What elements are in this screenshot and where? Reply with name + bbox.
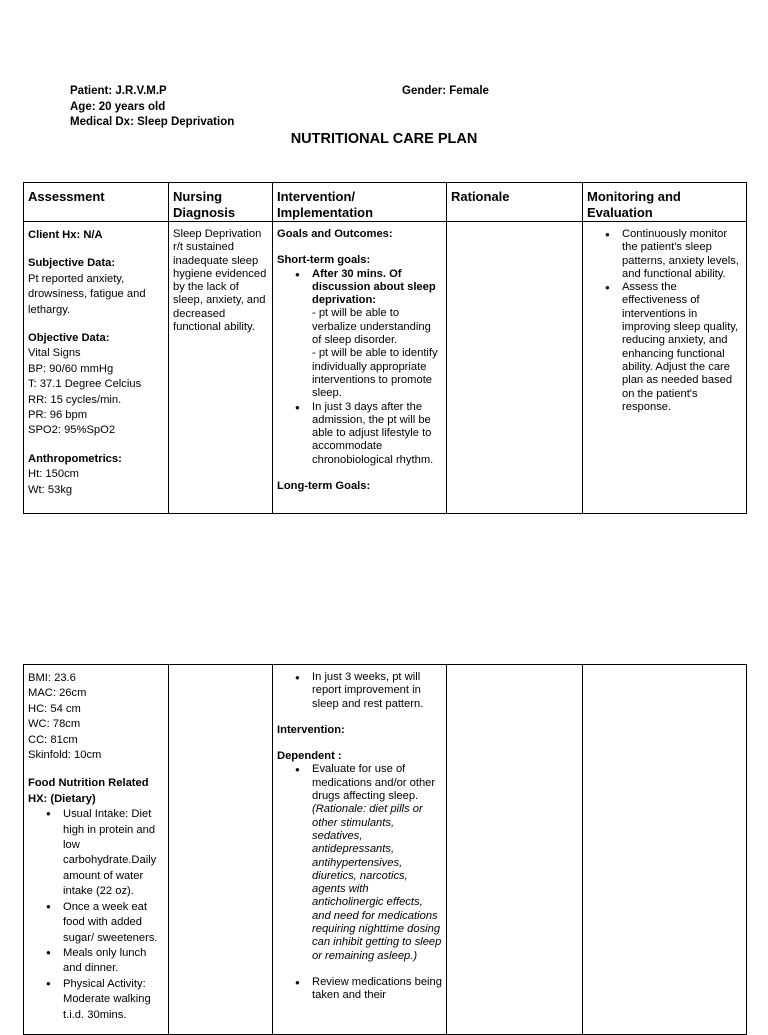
care-plan-table-continued [23,664,747,1035]
column-header-monitoring: Monitoring and Evaluation [583,183,747,222]
rationale-cell-continued [447,665,583,1035]
list-item: ● Continuously monitor the patient's sleep patterns, anxiety levels, and functional ability. [622,228,742,281]
wc-value: WC: 78cm [28,718,81,731]
cc-value: CC: 81cm [28,733,78,746]
list-item: ● Physical Activity: Moderate walking t.i.d. 30mins. [63,977,164,1023]
diagnosis-cell [169,222,273,514]
diagnosis-cell-continued [169,665,273,1035]
gender-label: Gender: Female [402,85,489,97]
mac-value: MAC: 26cm [28,687,87,700]
hc-value: HC: 54 cm [28,702,81,715]
page-title: NUTRITIONAL CARE PLAN [290,131,478,147]
subjective-label: Subjective Data: [28,257,116,270]
goals-label: Goals and Outcomes: [277,228,393,240]
column-header-rationale: Rationale [447,183,583,222]
weight-value: Wt: 53kg [28,483,73,496]
table-row [24,665,747,1035]
goal-dash-1: - pt will be able to verbalize understanding of sleep disorder. [312,307,431,347]
list-item [312,763,442,962]
column-header-nursing-diagnosis: Nursing Diagnosis [169,183,273,222]
subjective-text: Pt reported anxiety, drowsiness, fatigue and lethargy. [28,272,146,316]
intervention-cell-continued [273,665,447,1035]
long-term-label: Long-term Goals: [277,480,371,493]
dependent-label: Dependent : [277,750,342,763]
dietary-list [28,807,164,1023]
goal-dash-2: - pt will be able to identify individually appropriate interventions to promote sleep. [312,347,438,400]
assessment-cell [24,222,169,514]
anthropometrics-label: Anthropometrics: [28,452,122,465]
dependent-list [277,763,442,962]
temperature-value: T: 37.1 Degree Celcius [28,378,142,391]
list-item: ● Review medications being taken and their [312,976,442,1003]
diagnosis-text: Sleep Deprivation r/t sustained inadequate sleep hygiene evidenced by the lack of sleep, anxiety, and decreased functional ability. [173,228,267,334]
list-item: ● Once a week eat food with added sugar/ sweeteners. [63,900,164,946]
column-header-intervention: Intervention/ Implementation [273,183,447,222]
short-term-list [277,268,442,308]
table-row [24,222,747,514]
rr-value: RR: 15 cycles/min. [28,393,122,406]
assessment-cell-continued [24,665,169,1035]
patient-label: Patient: J.R.V.M.P [70,85,167,97]
monitoring-cell-continued [583,665,747,1035]
list-item: ● Meals only lunch and dinner. [63,946,164,977]
monitoring-list [587,228,742,414]
short-term-label: Short-term goals: [277,254,371,267]
column-header-assessment: Assessment [24,183,169,222]
intervention-label: Intervention: [277,723,345,736]
rationale-text: (Rationale: diet pills or other stimulants, sedatives, antidepressants, antihypertensives, diuretics, narcotics, agents with anticholinergic effects, and need for medications requiring nighttime dosing can inhibit getting to sleep or remaining asleep.) [312,803,442,962]
intervention-cell [273,222,447,514]
medical-dx-label: Medical Dx: Sleep Deprivation [70,116,235,128]
short-term-list-2 [277,401,442,467]
spo2-value: SPO2: 95%SpO2 [28,424,116,437]
long-term-list [277,671,442,711]
rationale-cell [447,222,583,514]
pr-value: PR: 96 bpm [28,409,88,422]
vital-signs-label: Vital Signs [28,347,81,360]
client-hx: Client Hx: N/A [28,229,103,241]
skinfold-value: Skinfold: 10cm [28,749,102,762]
dependent-list-2 [277,976,442,1003]
evaluate-text: Evaluate for use of medications and/or other drugs affecting sleep. [312,763,436,803]
age-label: Age: 20 years old [70,101,166,113]
bmi-value: BMI: 23.6 [28,672,76,684]
bp-value: BP: 90/60 mmHg [28,362,114,375]
care-plan-table [23,182,747,514]
objective-label: Objective Data: [28,332,110,345]
height-value: Ht: 150cm [28,468,79,481]
list-item: ● After 30 mins. Of discussion about sleep deprivation: [312,268,442,308]
table-header-row [24,183,747,222]
monitoring-cell [583,222,747,514]
list-item: ● In just 3 weeks, pt will report improvement in sleep and rest pattern. [312,671,442,711]
fnr-label: Food Nutrition Related HX: (Dietary) [28,777,149,805]
list-item: ● Usual Intake: Diet high in protein and low carbohydrate.Daily amount of water intake (22 oz). [63,807,164,899]
list-item: ● Assess the effectiveness of interventions in improving sleep quality, reducing anxiety, and enhancing functional ability. Adjust the care plan as needed based on the patient's response. [622,281,742,414]
list-item: ● In just 3 days after the admission, the pt will be able to adjust lifestyle to accommodate chronobiological rhythm. [312,401,442,467]
